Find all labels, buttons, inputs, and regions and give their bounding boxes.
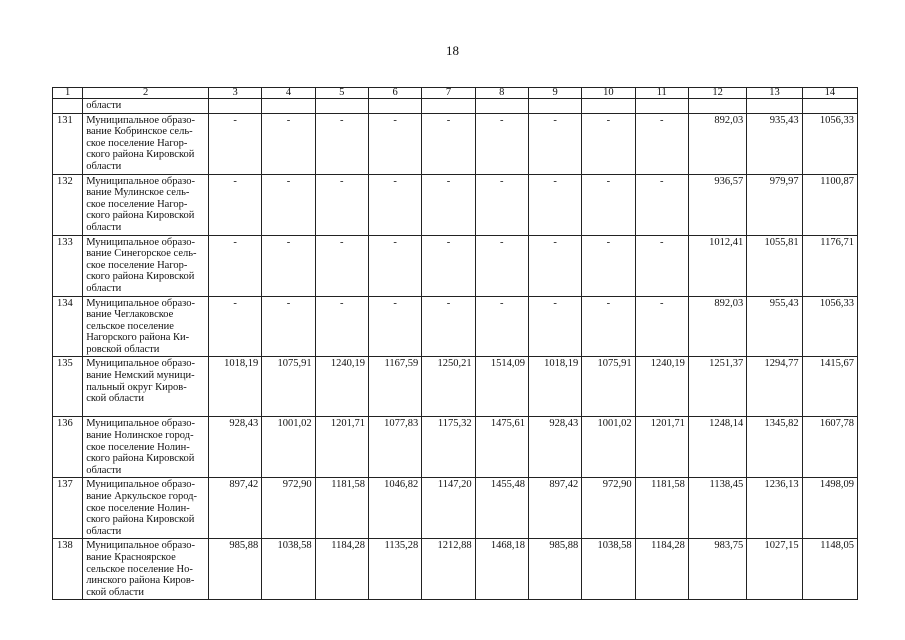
value-cell: 1148,05 xyxy=(802,539,857,600)
continuation-row xyxy=(53,99,858,114)
name-line: Муниципальное образо- xyxy=(86,114,196,126)
name-line: области xyxy=(86,160,122,172)
value-cell: 1056,33 xyxy=(802,113,857,174)
name-line: Муниципальное образо- xyxy=(86,479,196,491)
name-line: ское поселение Нагор- xyxy=(86,259,188,271)
table-row xyxy=(53,235,858,296)
name-line: ского района Кировской xyxy=(86,210,195,222)
column-header: 13 xyxy=(747,88,802,99)
value-cell: - xyxy=(208,235,261,296)
name-line: вание Синегорское сель- xyxy=(86,248,197,260)
value-cell: 1138,45 xyxy=(688,478,746,539)
value-cell: - xyxy=(475,235,528,296)
name-line: Муниципальное образо- xyxy=(86,175,196,187)
row-number-cell: 137 xyxy=(53,478,83,539)
value-cell: 985,88 xyxy=(528,539,581,600)
value-cell: 1038,58 xyxy=(262,539,315,600)
value-cell xyxy=(528,99,581,114)
value-cell: 1100,87 xyxy=(802,174,857,235)
value-cell: 1038,58 xyxy=(582,539,635,600)
value-cell: 1345,82 xyxy=(747,417,802,478)
value-cell: 955,43 xyxy=(747,296,802,357)
name-line: ского района Кировской xyxy=(86,514,195,526)
name-line: пальный округ Киров- xyxy=(86,381,187,393)
name-line: вание Кобринское сель- xyxy=(86,126,193,138)
value-cell xyxy=(688,99,746,114)
value-cell: - xyxy=(262,235,315,296)
column-header: 2 xyxy=(83,88,209,99)
value-cell: 1514,09 xyxy=(475,357,528,417)
name-cell xyxy=(83,174,209,235)
value-cell: 892,03 xyxy=(688,296,746,357)
name-line: области xyxy=(86,221,122,233)
value-cell: 1201,71 xyxy=(635,417,688,478)
value-cell: 1475,61 xyxy=(475,417,528,478)
value-cell xyxy=(747,99,802,114)
value-cell: 1056,33 xyxy=(802,296,857,357)
value-cell: - xyxy=(635,113,688,174)
value-cell: - xyxy=(368,113,421,174)
value-cell: 1012,41 xyxy=(688,235,746,296)
name-cell xyxy=(83,478,209,539)
value-cell: - xyxy=(635,296,688,357)
value-cell: 1251,37 xyxy=(688,357,746,417)
value-cell: 1248,14 xyxy=(688,417,746,478)
value-cell: 1455,48 xyxy=(475,478,528,539)
column-header: 12 xyxy=(688,88,746,99)
column-header: 11 xyxy=(635,88,688,99)
value-cell: - xyxy=(368,296,421,357)
value-cell: 1167,59 xyxy=(368,357,421,417)
row-number-cell: 132 xyxy=(53,174,83,235)
value-cell: 1181,58 xyxy=(635,478,688,539)
table-body xyxy=(53,88,858,600)
name-cell xyxy=(83,357,209,417)
name-line: вание Чеглаковское xyxy=(86,309,174,321)
column-header: 1 xyxy=(53,88,83,99)
row-number-cell: 133 xyxy=(53,235,83,296)
table-row xyxy=(53,417,858,478)
table-row xyxy=(53,113,858,174)
value-cell: - xyxy=(635,235,688,296)
value-cell: 972,90 xyxy=(582,478,635,539)
name-line: ского района Кировской xyxy=(86,149,195,161)
row-number-cell xyxy=(53,99,83,114)
column-header: 7 xyxy=(422,88,475,99)
value-cell: - xyxy=(528,235,581,296)
row-number-cell: 134 xyxy=(53,296,83,357)
name-line: области xyxy=(86,525,122,537)
value-cell: - xyxy=(422,235,475,296)
column-header: 9 xyxy=(528,88,581,99)
value-cell: - xyxy=(315,174,368,235)
name-line: Муниципальное образо- xyxy=(86,236,196,248)
table-row xyxy=(53,174,858,235)
name-line: Нагорского района Ки- xyxy=(86,332,190,344)
value-cell: 928,43 xyxy=(528,417,581,478)
name-cell xyxy=(83,235,209,296)
value-cell: 1018,19 xyxy=(528,357,581,417)
row-number-cell: 136 xyxy=(53,417,83,478)
value-cell: 936,57 xyxy=(688,174,746,235)
name-cell xyxy=(83,417,209,478)
value-cell: - xyxy=(208,113,261,174)
value-cell: - xyxy=(262,296,315,357)
value-cell xyxy=(422,99,475,114)
value-cell: 897,42 xyxy=(528,478,581,539)
value-cell: - xyxy=(262,174,315,235)
value-cell: 1415,67 xyxy=(802,357,857,417)
value-cell: 1607,78 xyxy=(802,417,857,478)
value-cell: 1181,58 xyxy=(315,478,368,539)
name-line: области xyxy=(86,100,122,111)
value-cell: - xyxy=(262,113,315,174)
name-line: области xyxy=(86,464,122,476)
value-cell xyxy=(368,99,421,114)
row-number-cell: 138 xyxy=(53,539,83,600)
value-cell: 1175,32 xyxy=(422,417,475,478)
value-cell xyxy=(262,99,315,114)
name-line: вание Нолинское город- xyxy=(86,430,194,442)
name-line: вание Красноярское xyxy=(86,552,176,563)
value-cell xyxy=(315,99,368,114)
name-line: ское поселение Нагор- xyxy=(86,137,188,149)
value-cell: 985,88 xyxy=(208,539,261,600)
name-line: ской области xyxy=(86,586,145,598)
value-cell: 1001,02 xyxy=(262,417,315,478)
value-cell: - xyxy=(208,296,261,357)
name-line: Муниципальное образо- xyxy=(86,358,196,370)
value-cell: - xyxy=(475,296,528,357)
value-cell: - xyxy=(582,174,635,235)
value-cell: 979,97 xyxy=(747,174,802,235)
column-header: 6 xyxy=(368,88,421,99)
value-cell: 1046,82 xyxy=(368,478,421,539)
value-cell: 1236,13 xyxy=(747,478,802,539)
value-cell: 1468,18 xyxy=(475,539,528,600)
value-cell: 1075,91 xyxy=(262,357,315,417)
name-line: Муниципальное образо- xyxy=(86,540,196,552)
name-cell xyxy=(83,99,209,114)
value-cell: - xyxy=(368,174,421,235)
name-line: вание Немский муници- xyxy=(86,370,195,382)
value-cell: 892,03 xyxy=(688,113,746,174)
value-cell: 1184,28 xyxy=(635,539,688,600)
value-cell: 1027,15 xyxy=(747,539,802,600)
value-cell: 1201,71 xyxy=(315,417,368,478)
value-cell: - xyxy=(582,296,635,357)
value-cell xyxy=(802,99,857,114)
value-cell: - xyxy=(368,235,421,296)
name-cell xyxy=(83,296,209,357)
value-cell: - xyxy=(315,235,368,296)
value-cell: 1018,19 xyxy=(208,357,261,417)
page-number: 18 xyxy=(446,43,459,58)
value-cell: - xyxy=(422,113,475,174)
value-cell: 1075,91 xyxy=(582,357,635,417)
value-cell: 1077,83 xyxy=(368,417,421,478)
value-cell: - xyxy=(582,113,635,174)
value-cell: 1212,88 xyxy=(422,539,475,600)
value-cell xyxy=(635,99,688,114)
value-cell: 1176,71 xyxy=(802,235,857,296)
value-cell: 1250,21 xyxy=(422,357,475,417)
name-line: ское поселение Нолин- xyxy=(86,502,190,514)
value-cell: 972,90 xyxy=(262,478,315,539)
value-cell: - xyxy=(635,174,688,235)
value-cell: 1135,28 xyxy=(368,539,421,600)
value-cell: 928,43 xyxy=(208,417,261,478)
column-header: 14 xyxy=(802,88,857,99)
name-line: вание Аркульское город- xyxy=(86,491,198,503)
column-header: 3 xyxy=(208,88,261,99)
value-cell: - xyxy=(528,113,581,174)
value-cell: 983,75 xyxy=(688,539,746,600)
value-cell: 1001,02 xyxy=(582,417,635,478)
name-cell xyxy=(83,113,209,174)
name-cell xyxy=(83,539,209,600)
column-header: 4 xyxy=(262,88,315,99)
value-cell: 897,42 xyxy=(208,478,261,539)
value-cell: - xyxy=(528,296,581,357)
table-row xyxy=(53,357,858,417)
table-row xyxy=(53,539,858,600)
value-cell: 1147,20 xyxy=(422,478,475,539)
value-cell xyxy=(208,99,261,114)
value-cell: 935,43 xyxy=(747,113,802,174)
name-line: ское поселение Нолин- xyxy=(86,441,190,453)
row-number-cell: 135 xyxy=(53,357,83,417)
value-cell xyxy=(475,99,528,114)
value-cell: - xyxy=(582,235,635,296)
value-cell: 1055,81 xyxy=(747,235,802,296)
column-header: 8 xyxy=(475,88,528,99)
row-number-cell: 131 xyxy=(53,113,83,174)
value-cell: - xyxy=(315,296,368,357)
table-row xyxy=(53,478,858,539)
table-row xyxy=(53,296,858,357)
name-line: линского района Киров- xyxy=(86,575,195,587)
name-line: сельское поселение Но- xyxy=(86,563,193,575)
name-line: сельское поселение xyxy=(86,320,174,332)
tariff-table xyxy=(52,87,858,600)
column-header: 5 xyxy=(315,88,368,99)
name-line: ровской области xyxy=(86,343,160,355)
value-cell: - xyxy=(208,174,261,235)
value-cell: - xyxy=(475,113,528,174)
value-cell: - xyxy=(528,174,581,235)
value-cell xyxy=(582,99,635,114)
header-row xyxy=(53,88,858,99)
name-line: вание Мулинское сель- xyxy=(86,187,190,199)
value-cell: - xyxy=(315,113,368,174)
value-cell: - xyxy=(422,174,475,235)
name-line: ской области xyxy=(86,393,145,405)
name-line: ского района Кировской xyxy=(86,453,195,465)
value-cell: 1184,28 xyxy=(315,539,368,600)
name-line: Муниципальное образо- xyxy=(86,418,196,430)
column-header: 10 xyxy=(582,88,635,99)
name-line: Муниципальное образо- xyxy=(86,297,196,309)
value-cell: 1240,19 xyxy=(635,357,688,417)
value-cell: 1240,19 xyxy=(315,357,368,417)
value-cell: 1294,77 xyxy=(747,357,802,417)
value-cell: - xyxy=(475,174,528,235)
value-cell: 1498,09 xyxy=(802,478,857,539)
name-line: ского района Кировской xyxy=(86,271,195,283)
name-line: ское поселение Нагор- xyxy=(86,198,188,210)
name-line: области xyxy=(86,282,122,294)
value-cell: - xyxy=(422,296,475,357)
